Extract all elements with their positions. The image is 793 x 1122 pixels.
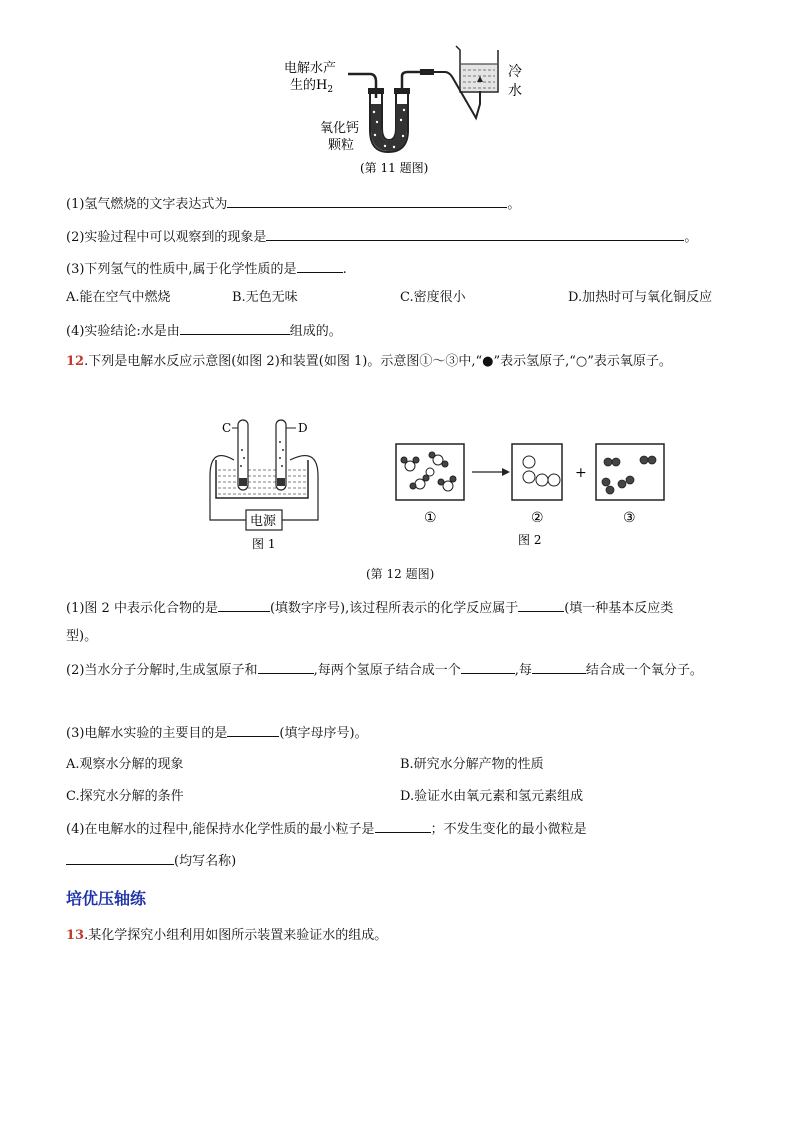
q12-part1-text-c: (填一种基本反应类	[564, 601, 674, 616]
q12-part4-wrap	[66, 851, 236, 871]
q12-fig1-label-c: C	[222, 421, 232, 435]
q12-part3-text-a: (3)电解水实验的主要目的是	[66, 726, 228, 741]
fig11-label-cao-line2: 颗粒	[328, 138, 355, 153]
q12-figure-caption: (第 12 题图)	[366, 567, 435, 581]
q12-fig2-caption: 图 2	[518, 533, 542, 547]
fig11-label-cao-line1: 氧化钙	[320, 121, 360, 136]
q12-part4-text-b: ；不发生变化的最小微粒是	[430, 822, 587, 837]
q12-part2-text-c: ,每	[514, 663, 532, 678]
q12-part2-text-a: (2)当水分子分解时,生成氢原子和	[66, 663, 258, 678]
q11-part4	[66, 321, 342, 341]
q12-fig2-num3: ③	[623, 510, 636, 526]
q11-part1-answer-blank[interactable]	[227, 194, 507, 208]
q11-part4-text: (4)实验结论:水是由	[66, 324, 180, 339]
q13-stem-text: .某化学探究小组利用如图所示装置来验证水的组成。	[84, 928, 388, 943]
q11-option-b[interactable]: B.无色无味	[232, 290, 298, 305]
q12-part2-blank-2[interactable]	[461, 660, 515, 674]
q12-option-a[interactable]: A.观察水分解的现象	[66, 757, 184, 772]
q11-part1	[66, 194, 520, 214]
q12-figure-2-molecules	[390, 440, 680, 550]
q12-fig1-label-d: D	[298, 421, 308, 435]
q11-part3	[66, 259, 347, 279]
q12-option-d[interactable]: D.验证水由氧元素和氢元素组成	[400, 789, 584, 804]
q13-stem	[66, 927, 387, 945]
q12-part1-wrap: 型)。	[66, 629, 98, 644]
q11-option-c[interactable]: C.密度很小	[400, 290, 466, 305]
q11-part1-text: (1)氢气燃烧的文字表达式为	[66, 197, 228, 212]
q12-fig1-power-label: 电源	[250, 514, 277, 529]
q12-part4-text-a: (4)在电解水的过程中,能保持水化学性质的最小粒子是	[66, 822, 375, 837]
q12-part3-text-b: (填字母序号)。	[279, 726, 368, 741]
q11-part2-answer-blank[interactable]	[266, 227, 684, 241]
fig11-label-cold-2: 水	[508, 83, 522, 99]
q12-part2	[66, 660, 703, 680]
q12-part1	[66, 598, 673, 618]
q12-part1-text-a: (1)图 2 中表示化合物的是	[66, 601, 218, 616]
fig11-label-h2-line1: 电解水产	[284, 61, 337, 76]
q12-part2-text-b: ,每两个氢原子结合成一个	[313, 663, 461, 678]
q11-part3-answer-blank[interactable]	[297, 259, 343, 273]
q11-part3-end: .	[342, 262, 347, 277]
q12-number: 12	[66, 354, 85, 369]
q12-part4-blank-2[interactable]	[66, 851, 174, 865]
q12-stem	[66, 353, 672, 371]
q12-part2-blank-3[interactable]	[532, 660, 586, 674]
q12-figure-1-electrolysis	[200, 416, 330, 556]
fig11-label-h2-line2: 生的$H_2$	[290, 78, 334, 95]
q12-fig1-caption: 图 1	[252, 537, 276, 551]
q11-part4-end: 组成的。	[289, 324, 342, 339]
section-title: 培优压轴练	[66, 889, 147, 908]
q12-part4-blank-1[interactable]	[375, 819, 431, 833]
q12-fig2-num2: ②	[531, 510, 544, 526]
q11-part1-end: 。	[507, 197, 521, 212]
q12-fig2-plus: +	[575, 465, 587, 481]
fig11-caption: (第 11 题图)	[360, 161, 429, 175]
fig11-label-cold-1: 冷	[508, 64, 522, 80]
q12-part2-blank-1[interactable]	[258, 660, 314, 674]
q12-option-c[interactable]: C.探究水分解的条件	[66, 789, 184, 804]
q13-number: 13	[66, 928, 85, 943]
q11-part3-text: (3)下列氢气的性质中,属于化学性质的是	[66, 262, 297, 277]
figure-11-apparatus	[270, 40, 540, 185]
q12-part4	[66, 819, 587, 839]
q12-stem-text: .下列是电解水反应示意图(如图 2)和装置(如图 1)。示意图①～③中,“●”表示氢原子,“○”表示氧原子。	[84, 354, 672, 369]
q12-part1-blank-1[interactable]	[218, 598, 270, 612]
q11-part4-answer-blank[interactable]	[180, 321, 290, 335]
q11-option-d[interactable]: D.加热时可与氧化铜反应	[568, 290, 713, 305]
q12-part1-blank-2[interactable]	[518, 598, 564, 612]
q11-part2-end: 。	[684, 230, 698, 245]
q12-option-b[interactable]: B.研究水分解产物的性质	[400, 757, 544, 772]
q12-part1-text-b: (填数字序号),该过程所表示的化学反应属于	[269, 601, 519, 616]
q12-part2-text-d: 结合成一个氧分子。	[585, 663, 703, 678]
q12-part3	[66, 723, 368, 743]
q11-option-a[interactable]: A.能在空气中燃烧	[66, 290, 171, 305]
q12-part4-text-c: (均写名称)	[174, 854, 237, 869]
q11-part2	[66, 227, 697, 247]
q11-part2-text: (2)实验过程中可以观察到的现象是	[66, 230, 267, 245]
q12-fig2-num1: ①	[424, 510, 437, 526]
q12-part3-blank[interactable]	[227, 723, 279, 737]
